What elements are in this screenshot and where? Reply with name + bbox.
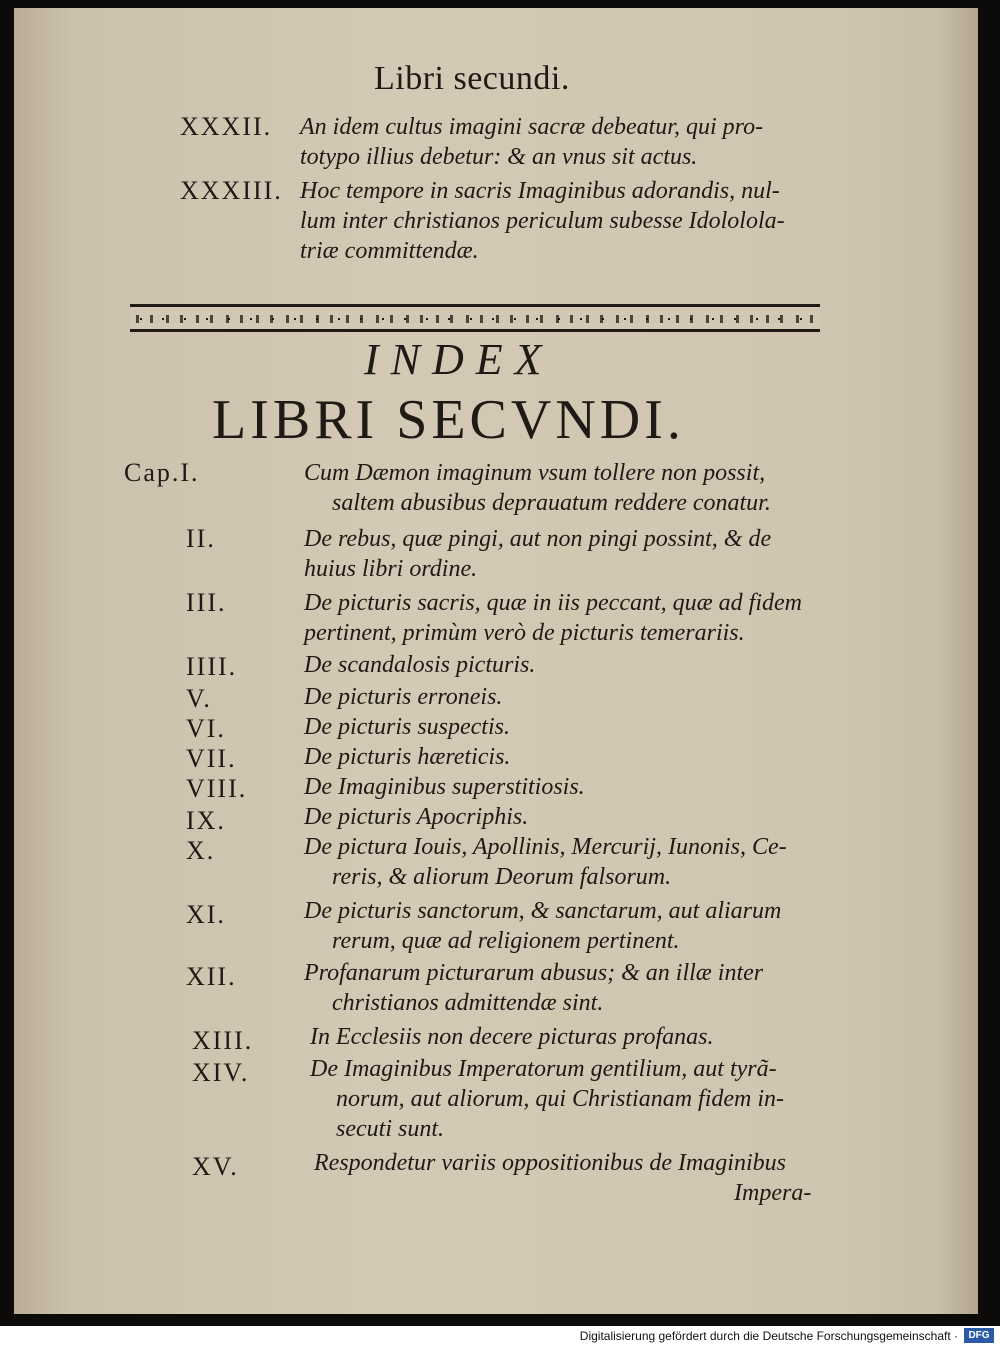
chapter-line: norum, aut aliorum, qui Christianam fidem in- <box>336 1086 785 1112</box>
entry-line: triæ committendæ. <box>300 238 479 264</box>
running-head: Libri secundi. <box>374 60 570 97</box>
chapter-line: Profanarum picturarum abusus; & an illæ inter <box>304 960 764 986</box>
chapter-line: De Imaginibus Imperatorum gentilium, aut tyrã- <box>310 1056 777 1082</box>
chapter-number: VIII. <box>186 774 248 803</box>
index-subtitle: LIBRI SECVNDI. <box>212 389 685 451</box>
chapter-line: saltem abusibus deprauatum reddere conatur. <box>332 490 771 516</box>
chapter-line: huius libri ordine. <box>304 556 478 582</box>
book-page <box>14 8 978 1314</box>
catchword: Impera- <box>734 1180 812 1206</box>
chapter-number: XI. <box>186 900 226 929</box>
chapter-line: rerum, quæ ad religionem pertinent. <box>332 928 680 954</box>
entry-number: XXXII. <box>180 112 273 141</box>
chapter-line: De picturis Apocriphis. <box>304 804 529 830</box>
chapter-line: De picturis sanctorum, & sanctarum, aut aliarum <box>304 898 782 924</box>
index-title: INDEX <box>364 335 554 384</box>
chapter-number: III. <box>186 588 227 617</box>
chapter-number: XII. <box>186 962 237 991</box>
entry-line: An idem cultus imagini sacræ debeatur, qui pro- <box>300 114 764 140</box>
chapter-number: XIV. <box>192 1058 250 1087</box>
ornamental-rule <box>130 304 820 332</box>
dfg-logo: DFG <box>964 1328 994 1343</box>
chapter-number: II. <box>186 524 216 553</box>
chapter-line: De scandalosis picturis. <box>304 652 536 678</box>
chapter-line: De picturis erroneis. <box>304 684 503 710</box>
chapter-number: V. <box>186 684 212 713</box>
chapter-line: Respondetur variis oppositionibus de Imaginibus <box>314 1150 786 1176</box>
chapter-number: IX. <box>186 806 226 835</box>
chapter-line: christianos admittendæ sint. <box>332 990 604 1016</box>
chapter-line: Cum Dæmon imaginum vsum tollere non possit, <box>304 460 766 486</box>
entry-line: totypo illius debetur: & an vnus sit actus. <box>300 144 698 170</box>
entry-line: lum inter christianos periculum subesse Idololola- <box>300 208 785 234</box>
chapter-number: VII. <box>186 744 237 773</box>
chapter-line: pertinent, primùm verò de picturis temerariis. <box>304 620 745 646</box>
entry-line: Hoc tempore in sacris Imaginibus adorandis, nul- <box>300 178 780 204</box>
funding-notice: Digitalisierung gefördert durch die Deutsche Forschungsgemeinschaft · <box>579 1329 958 1343</box>
chapter-line: De rebus, quæ pingi, aut non pingi possint, & de <box>304 526 772 552</box>
chapter-line: secuti sunt. <box>336 1116 444 1142</box>
entry-number: XXXIII. <box>180 176 283 205</box>
chapter-number: X. <box>186 836 216 865</box>
chapter-number: XV. <box>192 1152 239 1181</box>
chapter-line: De picturis sacris, quæ in iis peccant, quæ ad fidem <box>304 590 802 616</box>
chapter-line: De Imaginibus superstitiosis. <box>304 774 585 800</box>
chapter-line: De picturis hæreticis. <box>304 744 511 770</box>
chapter-number: Cap.I. <box>124 458 200 487</box>
chapter-line: In Ecclesiis non decere picturas profanas. <box>310 1024 714 1050</box>
chapter-number: VI. <box>186 714 226 743</box>
footer-bar <box>0 1326 1000 1346</box>
chapter-number: IIII. <box>186 652 238 681</box>
chapter-line: reris, & aliorum Deorum falsorum. <box>332 864 672 890</box>
chapter-number: XIII. <box>192 1026 254 1055</box>
chapter-line: De picturis suspectis. <box>304 714 510 740</box>
chapter-line: De pictura Iouis, Apollinis, Mercurij, Iunonis, Ce- <box>304 834 787 860</box>
